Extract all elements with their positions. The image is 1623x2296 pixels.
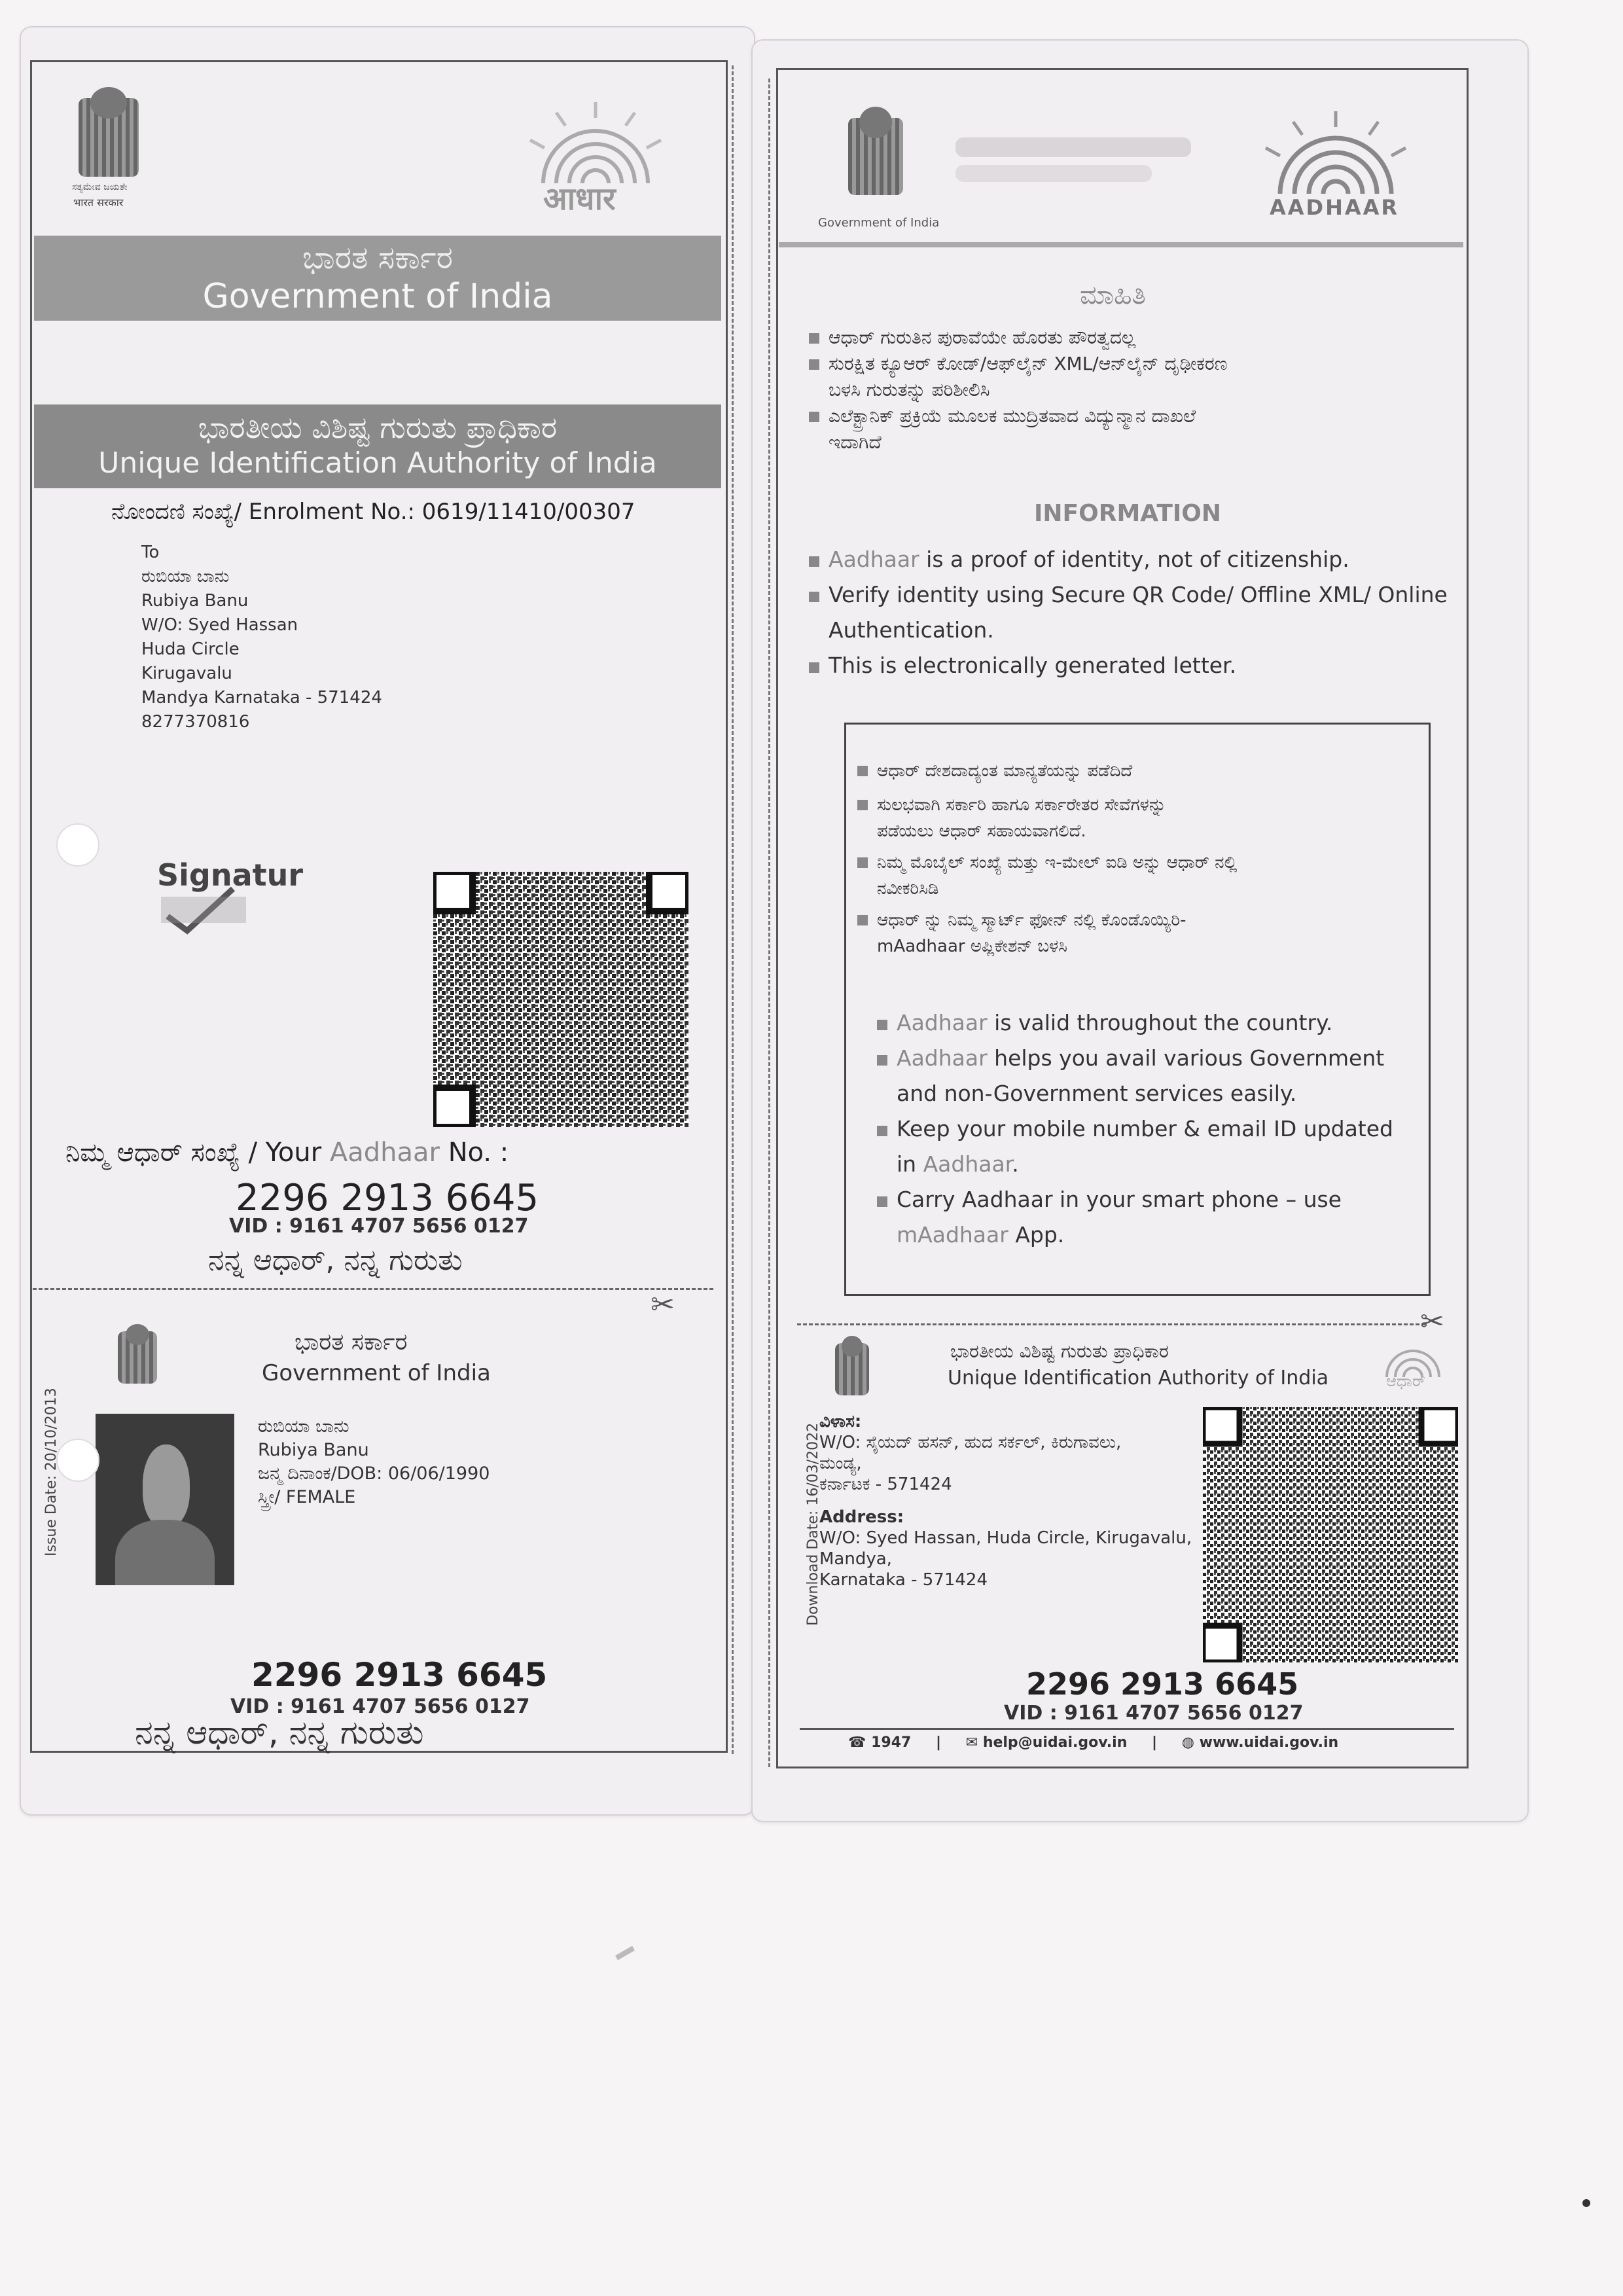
holder-details bbox=[258, 1415, 490, 1509]
enrolment-row bbox=[111, 499, 635, 525]
info-kn-list bbox=[809, 325, 1228, 456]
holder-dob: ಜನ್ಮ ದಿನಾಂಕ/DOB: 06/06/1990 bbox=[258, 1463, 490, 1484]
info-kn-title: ಮಾಹಿತಿ bbox=[1080, 280, 1146, 310]
address-kn-line: ಕರ್ನಾಟಕ - 571424 bbox=[819, 1475, 952, 1494]
right-emblem-icon bbox=[848, 118, 903, 195]
cut-line-right bbox=[797, 1323, 1425, 1325]
your-aadhaar-label bbox=[65, 1138, 508, 1168]
info-en-title: INFORMATION bbox=[1034, 500, 1222, 527]
benefit-en-item: Aadhaar is valid throughout the country. bbox=[897, 1005, 1393, 1041]
scissors-icon: ✂ bbox=[1420, 1305, 1444, 1338]
punch-hole bbox=[56, 1439, 99, 1482]
address-en-line: Karnataka - 571424 bbox=[819, 1570, 988, 1590]
address-line: Mandya Karnataka - 571424 bbox=[141, 688, 382, 708]
benefit-en-item: Keep your mobile number & email ID updated bbox=[897, 1111, 1393, 1147]
benefit-kn-item: ಆಧಾರ್ ನ್ನು ನಿಮ್ಮ ಸ್ಮಾರ್ಟ್ ಫೋನ್ ನಲ್ಲಿ ಕೊಂಡೊಯ್ಯಿರಿ- bbox=[857, 907, 1237, 933]
info-en-item: Verify identity using Secure QR Code/ Offline XML/ Online bbox=[809, 577, 1448, 613]
helpline-number: 1947 bbox=[871, 1734, 912, 1751]
address-line: ರುಬಿಯಾ ಬಾನು bbox=[141, 567, 230, 586]
vid-card: VID : 9161 4707 5656 0127 bbox=[230, 1695, 530, 1718]
punch-hole bbox=[56, 823, 99, 867]
info-kn-item: ಇದಾಗಿದೆ bbox=[829, 431, 882, 453]
issue-date: Issue Date: 20/10/2013 bbox=[43, 1388, 60, 1556]
right-aadhaar-number: 2296 2913 6645 bbox=[1026, 1666, 1299, 1702]
your-aadhaar-kn: ನಿಮ್ಮ ಆಧಾರ್ ಸಂಖ್ಯೆ bbox=[65, 1138, 240, 1168]
holder-name-kn: ರುಬಿಯಾ ಬಾನು bbox=[258, 1416, 349, 1437]
benefit-kn-item: ನವೀಕರಿಸಿಡಿ bbox=[877, 879, 939, 899]
right-card-footer: ☎ 1947 | ✉ help@uidai.gov.in | ◍ www.uidai.gov.in bbox=[848, 1734, 1339, 1751]
benefit-en-item: Aadhaar helps you avail various Government bbox=[897, 1041, 1393, 1076]
gov-title-en: Government of India bbox=[202, 277, 553, 316]
benefit-en-item: in Aadhaar. bbox=[897, 1151, 1019, 1177]
uidai-band bbox=[34, 404, 721, 488]
uidai-title-kn: ಭಾರತೀಯ ವಿಶಿಷ್ಟ ಗುರುತು ಪ್ರಾಧಿಕಾರ bbox=[198, 410, 558, 445]
scan-speck bbox=[1582, 2199, 1590, 2207]
signature-check-icon bbox=[161, 884, 259, 936]
info-en-item: Authentication. bbox=[829, 617, 994, 643]
recipient-address bbox=[141, 541, 382, 734]
scan-speck bbox=[615, 1946, 635, 1960]
uidai-title-en: Unique Identification Authority of India bbox=[98, 446, 657, 480]
gov-title-kn: ಭಾರತ ಸರ್ಕಾರ bbox=[302, 240, 454, 276]
card-gov-kn: ಭಾರತ ಸರ್ಕಾರ bbox=[294, 1329, 408, 1355]
benefit-kn-item: mAadhaar ಅಪ್ಲಿಕೇಶನ್ ಬಳಸಿ bbox=[877, 937, 1067, 956]
tagline-letter-kn: ನನ್ನ ಆಧಾರ್, ನನ್ನ ಗುರುತು bbox=[208, 1244, 463, 1277]
right-card-address bbox=[819, 1411, 1192, 1590]
info-kn-item: ಬಳಸಿ ಗುರುತನ್ನು ಪರಿಶೀಲಿಸಿ bbox=[829, 379, 990, 401]
info-en-item: Aadhaar is a proof of identity, not of citizenship. bbox=[809, 542, 1448, 577]
benefits-kn-list bbox=[857, 758, 1237, 960]
benefits-en-list bbox=[897, 1005, 1393, 1253]
enrolment-number: 0619/11410/00307 bbox=[421, 499, 635, 525]
holder-name-en: Rubiya Banu bbox=[258, 1440, 369, 1460]
holder-photo bbox=[96, 1414, 234, 1585]
right-footer-rule bbox=[800, 1728, 1454, 1730]
right-aadhaar-sun-logo-icon bbox=[1247, 109, 1424, 207]
benefit-en-item: Carry Aadhaar in your smart phone – use bbox=[897, 1182, 1393, 1217]
right-gov-caption: Government of India bbox=[818, 216, 940, 230]
benefit-en-item: and non-Government services easily. bbox=[897, 1081, 1297, 1106]
address-label-en: Address: bbox=[819, 1507, 904, 1527]
mail-icon: ✉ bbox=[965, 1734, 978, 1751]
your-aadhaar-suffix: No. : bbox=[448, 1138, 509, 1168]
state-emblem-icon bbox=[79, 98, 139, 177]
benefit-kn-item: ಸುಲಭವಾಗಿ ಸರ್ಕಾರಿ ಹಾಗೂ ಸರ್ಕಾರೇತರ ಸೇವೆಗಳನ್ನು bbox=[857, 792, 1237, 818]
info-kn-item: ಎಲೆಕ್ಟ್ರಾನಿಕ್ ಪ್ರಕ್ರಿಯೆ ಮೂಲಕ ಮುದ್ರಿತವಾದ ವಿದ್ಯುನ್ಮಾನ ದಾಖಲೆ bbox=[809, 403, 1228, 429]
address-line: Huda Circle bbox=[141, 639, 240, 659]
holder-gender: ಸ್ತ್ರೀ/ FEMALE bbox=[258, 1487, 356, 1507]
your-aadhaar-word: Aadhaar bbox=[329, 1138, 440, 1168]
address-line: To bbox=[141, 543, 160, 562]
info-kn-item: ಸುರಕ್ಷಿತ ಕ್ಯೂಆರ್ ಕೋಡ್/ಆಫ್‌ಲೈನ್ XML/ಆನ್‌ಲೈನ್ ದೃಢೀಕರಣ bbox=[809, 351, 1228, 377]
qr-code-card bbox=[1203, 1407, 1458, 1662]
address-en-line: Mandya, bbox=[819, 1549, 892, 1569]
benefit-kn-item: ಆಧಾರ್ ದೇಶದಾದ್ಯಂತ ಮಾನ್ಯತೆಯನ್ನು ಪಡೆದಿದೆ bbox=[857, 758, 1237, 784]
scissors-icon: ✂ bbox=[651, 1288, 675, 1321]
benefit-kn-item: ನಿಮ್ಮ ಮೊಬೈಲ್ ಸಂಖ್ಯೆ ಮತ್ತು ಇ-ಮೇಲ್ ಐಡಿ ಅನ್ನು ಆಧಾರ್ ನಲ್ಲಿ bbox=[857, 850, 1237, 876]
address-line: W/O: Syed Hassan bbox=[141, 615, 298, 635]
government-band bbox=[34, 236, 721, 321]
address-label-kn: ವಿಳಾಸ: bbox=[819, 1412, 862, 1431]
address-kn-line: ಮಂಡ್ಯ, bbox=[819, 1454, 862, 1473]
vid-letter: VID : 9161 4707 5656 0127 bbox=[229, 1215, 529, 1238]
info-en-list bbox=[809, 542, 1448, 683]
enrolment-label-en: Enrolment No.: bbox=[248, 499, 415, 525]
right-card-uidai-kn: ಭಾರತೀಯ ವಿಶಿಷ್ಟ ಗುರುತು ಪ್ರಾಧಿಕಾರ bbox=[950, 1340, 1169, 1362]
aadhaar-number-letter: 2296 2913 6645 bbox=[236, 1177, 539, 1219]
benefit-kn-item: ಪಡೆಯಲು ಆಧಾರ್ ಸಹಾಯವಾಗಲಿದೆ. bbox=[877, 821, 1086, 841]
address-kn-line: W/O: ಸೈಯದ್ ಹಸನ್, ಹುದ ಸರ್ಕಲ್, ಕಿರುಗಾವಲು, bbox=[819, 1433, 1122, 1452]
address-line: Kirugavalu bbox=[141, 664, 232, 683]
benefit-en-item: mAadhaar App. bbox=[897, 1222, 1065, 1247]
aadhaar-number-card: 2296 2913 6645 bbox=[251, 1656, 548, 1694]
globe-icon: ◍ bbox=[1181, 1734, 1194, 1751]
aadhaar-logo-text: आधार bbox=[543, 181, 616, 217]
qr-code-letter bbox=[433, 872, 688, 1127]
right-card-emblem-icon bbox=[835, 1343, 869, 1395]
right-card-aadhaar-logo-text: ಆಧಾರ್ bbox=[1386, 1372, 1426, 1390]
your-aadhaar-prefix: / Your bbox=[248, 1138, 322, 1168]
right-card-uidai-en: Unique Identification Authority of India bbox=[948, 1367, 1329, 1390]
address-line: 8277370816 bbox=[141, 712, 250, 732]
phone-icon: ☎ bbox=[848, 1734, 866, 1751]
emblem-caption-kn: ಸತ್ಯಮೇವ ಜಯತೇ bbox=[72, 182, 128, 192]
right-aadhaar-logo-text: AADHAAR bbox=[1270, 195, 1400, 220]
tagline-card-kn: ನನ್ನ ಆಧಾರ್, ನನ್ನ ಗುರುತು bbox=[135, 1713, 424, 1751]
right-vid: VID : 9161 4707 5656 0127 bbox=[1004, 1702, 1304, 1725]
left-cut-line-vertical bbox=[732, 65, 734, 1754]
website-url: www.uidai.gov.in bbox=[1199, 1734, 1339, 1751]
info-en-item: This is electronically generated letter. bbox=[809, 648, 1448, 683]
redacted-bar bbox=[955, 165, 1152, 182]
helpline-email: help@uidai.gov.in bbox=[982, 1734, 1128, 1751]
cut-line-left bbox=[33, 1288, 713, 1290]
card-gov-en: Government of India bbox=[262, 1360, 491, 1386]
redacted-bar bbox=[955, 137, 1191, 157]
download-date: Download Date: 16/03/2022 bbox=[805, 1422, 821, 1626]
digital-signature: Signatur bbox=[157, 857, 304, 893]
enrolment-label-kn: ನೋಂದಣಿ ಸಂಖ್ಯೆ/ bbox=[111, 499, 242, 525]
address-line: Rubiya Banu bbox=[141, 591, 249, 611]
emblem-caption-hi: भारत सरकार bbox=[73, 196, 124, 209]
info-kn-item: ಆಧಾರ್ ಗುರುತಿನ ಪುರಾವೆಯೇ ಹೊರತು ಪೌರತ್ವದಲ್ಲ bbox=[809, 325, 1228, 351]
right-cut-line-vertical bbox=[768, 79, 770, 1767]
card-emblem-icon bbox=[118, 1331, 157, 1384]
right-header-rule bbox=[779, 242, 1463, 247]
address-en-line: W/O: Syed Hassan, Huda Circle, Kirugavalu, bbox=[819, 1528, 1192, 1548]
